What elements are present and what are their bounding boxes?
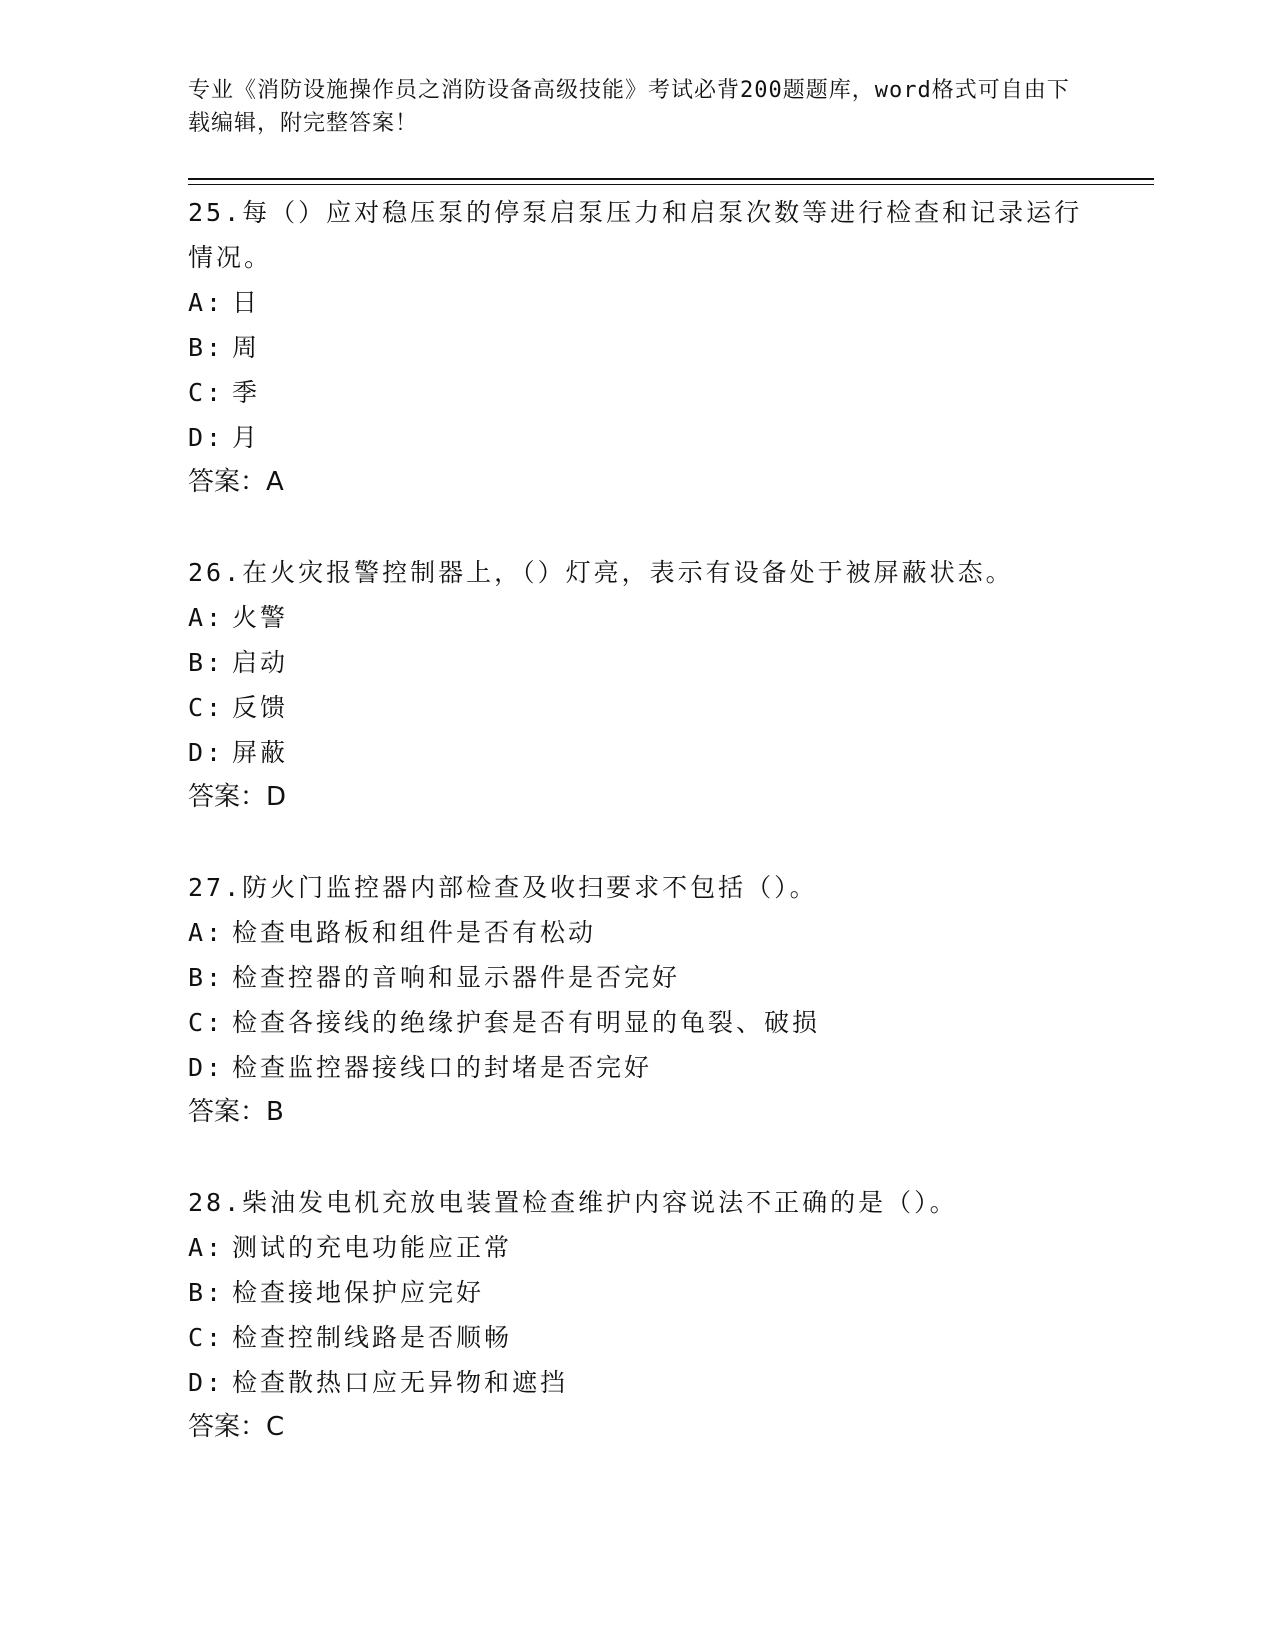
question-28 (188, 1180, 1088, 1450)
option-a (188, 280, 1088, 325)
option-d (188, 1360, 1088, 1405)
option-letter: A: (188, 1233, 225, 1262)
document-header: 专业《消防设施操作员之消防设备高级技能》考试必背200题题库，word格式可自由下载编辑，附完整答案！ (188, 78, 1070, 136)
option-text: 测试的充电功能应正常 (232, 1233, 513, 1262)
question-25 (188, 190, 1088, 505)
option-text: 日 (232, 288, 261, 317)
option-text: 启动 (232, 648, 289, 677)
option-letter: C: (188, 1323, 225, 1352)
option-text: 检查控器的音响和显示器件是否完好 (232, 963, 681, 992)
option-b (188, 325, 1088, 370)
option-a (188, 910, 1088, 955)
option-b (188, 1270, 1088, 1315)
option-letter: B: (188, 963, 225, 992)
option-text: 检查控制线路是否顺畅 (232, 1323, 513, 1352)
option-letter: A: (188, 918, 225, 947)
header-rule-thin (188, 184, 1154, 185)
question-stem: 26.在火灾报警控制器上，（）灯亮，表示有设备处于被屏蔽状态。 (188, 558, 1014, 587)
answer-line: 答案：B (188, 1097, 284, 1127)
option-d (188, 415, 1088, 460)
answer-line: 答案：C (188, 1412, 285, 1442)
option-text: 检查接地保护应完好 (232, 1278, 485, 1307)
option-d (188, 730, 1088, 775)
option-text: 检查监控器接线口的封堵是否完好 (232, 1053, 653, 1082)
question-stem: 25.每（）应对稳压泵的停泵启泵压力和启泵次数等进行检查和记录运行情况。 (188, 198, 1083, 272)
option-letter: D: (188, 738, 225, 767)
option-text: 月 (232, 423, 261, 452)
option-text: 周 (232, 333, 261, 362)
option-text: 检查各接线的绝缘护套是否有明显的龟裂、破损 (232, 1008, 821, 1037)
option-letter: A: (188, 603, 225, 632)
option-letter: D: (188, 1053, 225, 1082)
question-stem: 27.防火门监控器内部检查及收扫要求不包括（）。 (188, 873, 818, 902)
option-d (188, 1045, 1088, 1090)
option-c (188, 1000, 1088, 1045)
option-text: 季 (232, 378, 261, 407)
option-text: 检查电路板和组件是否有松动 (232, 918, 597, 947)
header-rule-thick (188, 178, 1154, 180)
question-26 (188, 550, 1088, 820)
option-a (188, 1225, 1088, 1270)
option-a (188, 595, 1088, 640)
question-27 (188, 865, 1088, 1135)
option-text: 火警 (232, 603, 289, 632)
option-b (188, 955, 1088, 1000)
option-letter: B: (188, 648, 225, 677)
option-letter: B: (188, 333, 225, 362)
option-letter: C: (188, 378, 225, 407)
option-text: 反馈 (232, 693, 289, 722)
option-text: 检查散热口应无异物和遮挡 (232, 1368, 569, 1397)
option-b (188, 640, 1088, 685)
answer-line: 答案：D (188, 782, 287, 812)
option-c (188, 1315, 1088, 1360)
option-letter: D: (188, 1368, 225, 1397)
option-c (188, 685, 1088, 730)
answer-line: 答案：A (188, 467, 284, 497)
option-letter: C: (188, 1008, 225, 1037)
option-letter: D: (188, 423, 225, 452)
option-letter: B: (188, 1278, 225, 1307)
option-letter: A: (188, 288, 225, 317)
option-c (188, 370, 1088, 415)
option-letter: C: (188, 693, 225, 722)
option-text: 屏蔽 (232, 738, 289, 767)
question-stem: 28.柴油发电机充放电装置检查维护内容说法不正确的是（）。 (188, 1188, 958, 1217)
question-list (188, 190, 1088, 1495)
